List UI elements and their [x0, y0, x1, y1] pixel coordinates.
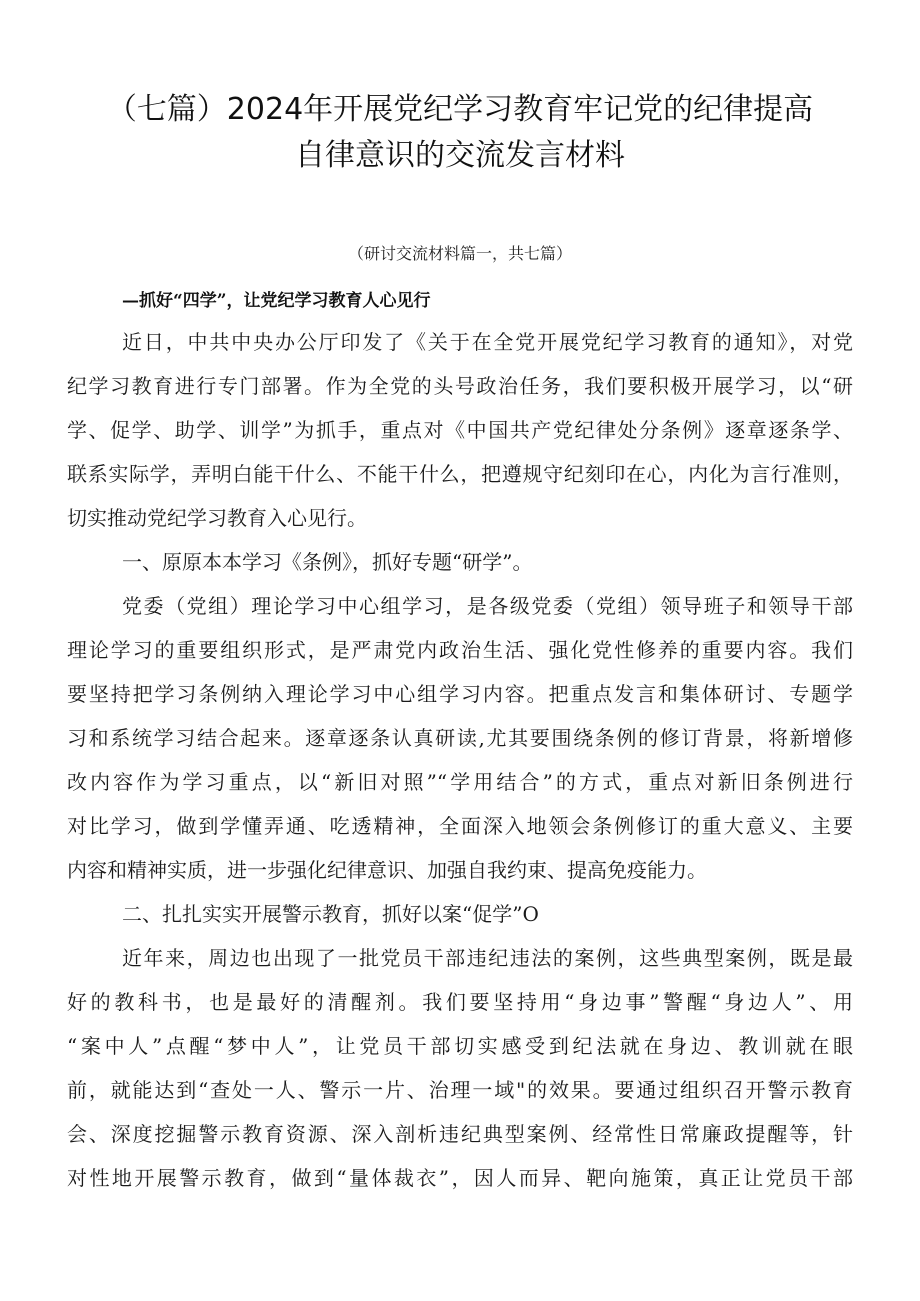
document-title-line-2: 自律意识的交流发言材料 — [295, 138, 625, 173]
body-line: 党委（党组）理论学习中心组学习，是各级党委（党组）领导班子和领导干部 — [122, 594, 853, 618]
body-line: 近年来，周边也出现了一批党员干部违纪违法的案例，这些典型案例，既是最 — [122, 946, 853, 970]
body-line: 内容和精神实质，进一步强化纪律意识、加强自我约束、提高免疫能力。 — [67, 858, 707, 882]
body-line: 前，就能达到“查处一人、警示一片、治理一域"的效果。要通过组织召开警示教育 — [67, 1078, 853, 1102]
document-subtitle: （研讨交流材料篇一，共七篇） — [347, 244, 572, 263]
body-line: 习和系统学习结合起来。逐章逐条认真研读,尤其要围绕条例的修订背景，将新增修 — [67, 726, 853, 750]
section-title-1: 一、原原本本学习《条例》，抓好专题“研学”。 — [122, 550, 533, 574]
body-line: 要坚持把学习条例纳入理论学习中心组学习内容。把重点发言和集体研讨、专题学 — [67, 682, 853, 706]
body-line: “案中人”点醒“梦中人”，让党员干部切实感受到纪法就在身边、教训就在眼 — [67, 1034, 853, 1058]
body-line: 联系实际学，弄明白能干什么、不能干什么，把遵规守纪刻印在心，内化为言行准则， — [67, 462, 853, 486]
body-line: 改内容作为学习重点，以“新旧对照”“学用结合”的方式，重点对新旧条例进行 — [67, 770, 853, 794]
body-line: 近日，中共中央办公厅印发了《关于在全党开展党纪学习教育的通知》，对党 — [122, 330, 853, 354]
body-line: 纪学习教育进行专门部署。作为全党的头号政治任务，我们要积极开展学习，以“研 — [67, 374, 853, 398]
body-line: 学、促学、助学、训学”为抓手，重点对《中国共产党纪律处分条例》逐章逐条学、 — [67, 418, 853, 442]
section-title-2: 二、扎扎实实开展警示教育，抓好以案“促学”O — [122, 902, 539, 926]
body-line: 切实推动党纪学习教育入心见行。 — [67, 506, 367, 530]
body-line: 对比学习，做到学懂弄通、吃透精神，全面深入地领会条例修订的重大意义、主要 — [67, 814, 853, 838]
body-line: 理论学习的重要组织形式，是严肃党内政治生活、强化党性修养的重要内容。我们 — [67, 638, 853, 662]
body-line: 对性地开展警示教育，做到“量体裁衣”，因人而异、靶向施策，真正让党员干部 — [67, 1166, 853, 1190]
document-title-line-1: （七篇）2024年开展党纪学习教育牢记党的纪律提高 — [106, 92, 814, 127]
body-line: 好的教科书，也是最好的清醒剂。我们要坚持用“身边事”警醒“身边人”、用 — [67, 990, 853, 1014]
body-line: 会、深度挖掘警示教育资源、深入剖析违纪典型案例、经常性日常廉政提醒等，针 — [67, 1122, 853, 1146]
section-heading: —抓好“四学”，让党纪学习教育人心见行 — [122, 291, 431, 311]
